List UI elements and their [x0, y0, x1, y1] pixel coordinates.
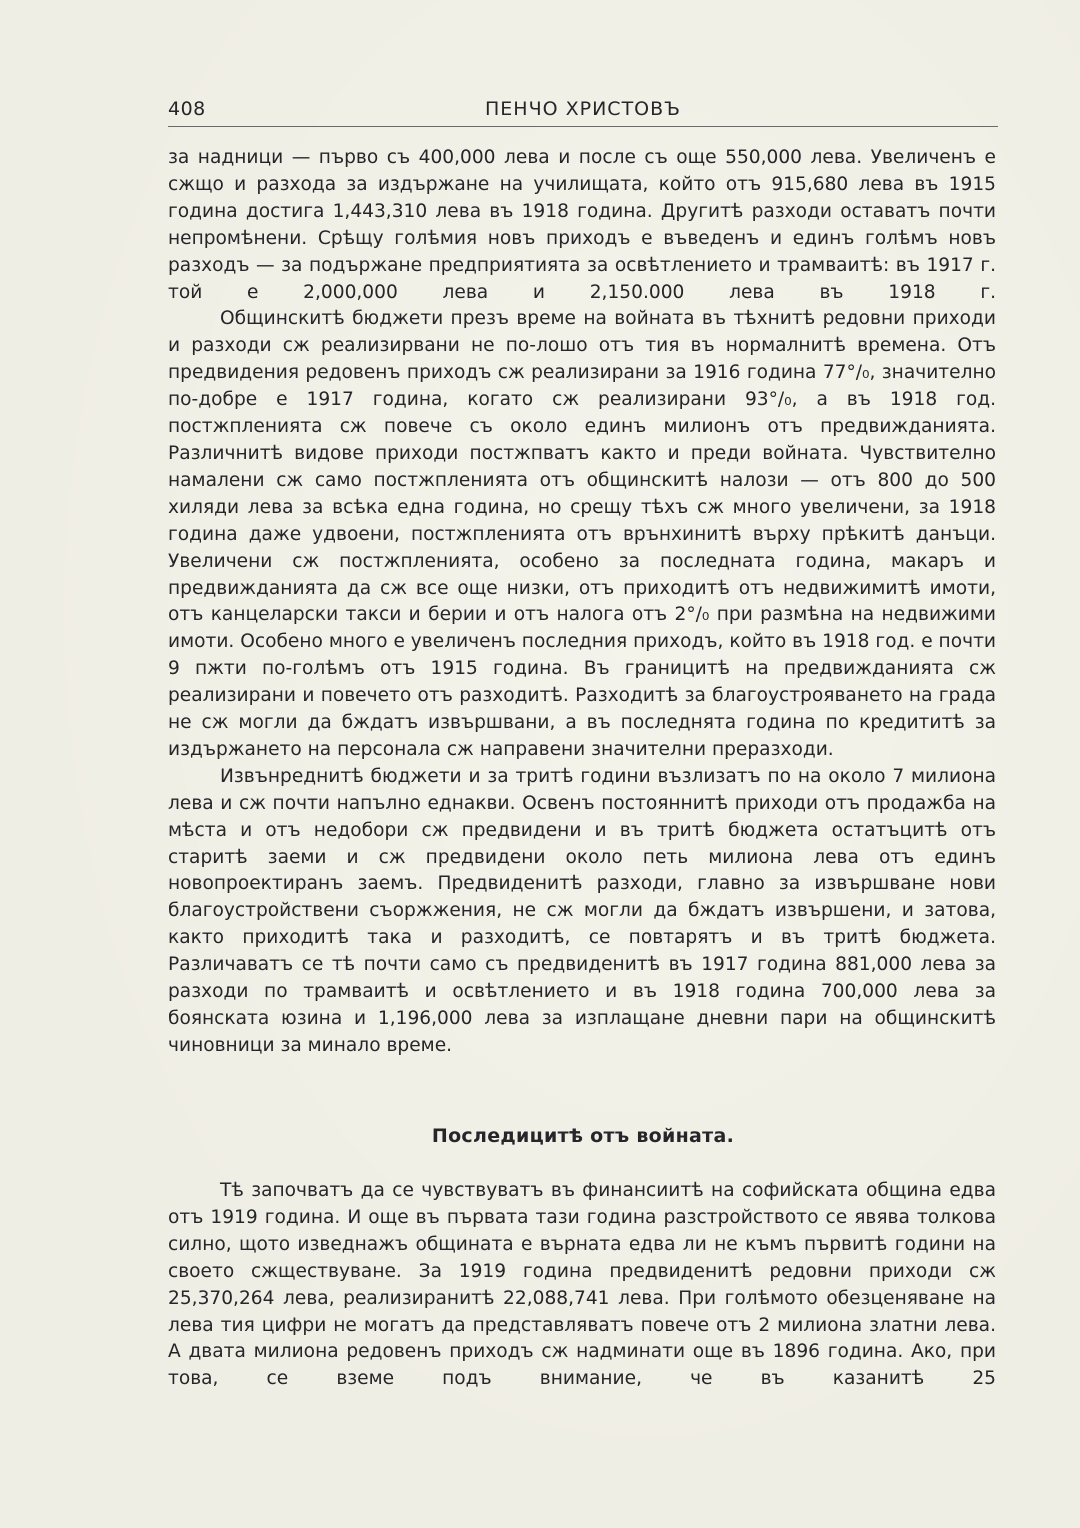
section-paragraph-1: Тѣ започватъ да се чувствуватъ въ финансиитѣ на софийската община едва отъ 1919 година. И още въ първата тази година разстройството се явява толкова силно, щото изведнажъ общината е върната едва ли не къмъ първитѣ години на своето сжществуване. За 1919 година предвиденитѣ редовни приходи сж 25,370,264 лева, реализиранитѣ 22,088,741 лева. При голѣмото обезценяване на лева тия цифри не могатъ да представляватъ повече отъ 2 милиона златни лева. А двата милиона редовенъ приходъ сж надминати още въ 1896 година. Ако, при това, се вземе подъ внимание, че въ казанитѣ 25 [168, 1180, 996, 1390]
page-number: 408 [168, 98, 206, 120]
paragraph-3: Извънреднитѣ бюджети и за тритѣ години възлизатъ по на около 7 милиона лева и сж почти напълно еднакви. Освенъ постояннитѣ приходи отъ продажба на мѣста и отъ недобори сж предвидени и въ тритѣ бюджета остатъцитѣ отъ старитѣ заеми и сж предвидени около петь милиона лева отъ единъ новопроектиранъ заемъ. Предвиденитѣ разходи, главно за извършване нови благоустройствени съоржжения, не сж могли да бждатъ извършени, и затова, както приходитѣ така и разходитѣ, се повтарятъ и въ тритѣ бюджета. Различаватъ се тѣ почти само съ предвиденитѣ въ 1917 година 881,000 лева за разходи по трамваитѣ и освѣтлението и въ 1918 година 700,000 лева за боянската юзина и 1,196,000 лева за изплащане дневни пари на общинскитѣ чиновници за минало време. [168, 765, 996, 1056]
page-header [168, 96, 998, 127]
section-heading: Последицитѣ отъ войната. [431, 1125, 735, 1147]
running-head: ПЕНЧО ХРИСТОВЪ [485, 98, 681, 120]
paragraph-2: Общинскитѣ бюджети презъ време на войната въ тѣхнитѣ редовни приходи и разходи сж реализирвани не по-лошо отъ тия въ нормалнитѣ времена. Отъ предвидения редовенъ приходъ сж реализирани за 1916 година 77°/₀, значително по-добре е 1917 година, когато сж реализирани 93°/₀, а въ 1918 год. постжпленията сж повече съ около единъ милионъ отъ предвижданията. Различнитѣ видове приходи постжпватъ както и преди войната. Чувствително намалени сж само постжпленията отъ общинскитѣ налози — отъ 800 до 500 хиляди лева за всѣка една година, но срещу тѣхъ сж много увеличени, за 1918 година даже удвоени, постжпленията отъ врънхинитѣ върху прѣкитѣ данъци. Увеличени сж постжпленията, особено за последната година, макаръ и предвижданията да сж все още низки, отъ приходитѣ отъ недвижимитѣ имоти, отъ канцеларски такси и берии и отъ налога отъ 2°/₀ при размѣна на недвижими имоти. Особено много е увеличенъ последния приходъ, който въ 1918 год. е почти 9 пжти по-голѣмъ отъ 1915 година. Въ границитѣ на предвижданията сж реализирани и повечето отъ разходитѣ. Разходитѣ за благоустрояването на града не сж могли да бждатъ извършвани, а въ последнята година по кредититѣ за издържането на персонала сж направени значителни преразходи. [168, 308, 996, 760]
paragraph-1: за надници — първо съ 400,000 лева и после съ още 550,000 лева. Увеличенъ е сжщо и разхода за издържане на училищата, който отъ 915,680 лева въ 1915 година достига 1,443,310 лева въ 1918 година. Другитѣ разходи оставатъ почти непромѣнени. Срѣщу голѣмия новъ приходъ е въведенъ и единъ голѣмъ новъ разходъ — за подържане предприятията за освѣтлението и трамваитѣ: въ 1917 г. той е 2,000,000 лева и 2,150.000 лева въ 1918 г. [168, 147, 996, 303]
main-text [168, 145, 996, 1060]
section-text [168, 1178, 996, 1393]
